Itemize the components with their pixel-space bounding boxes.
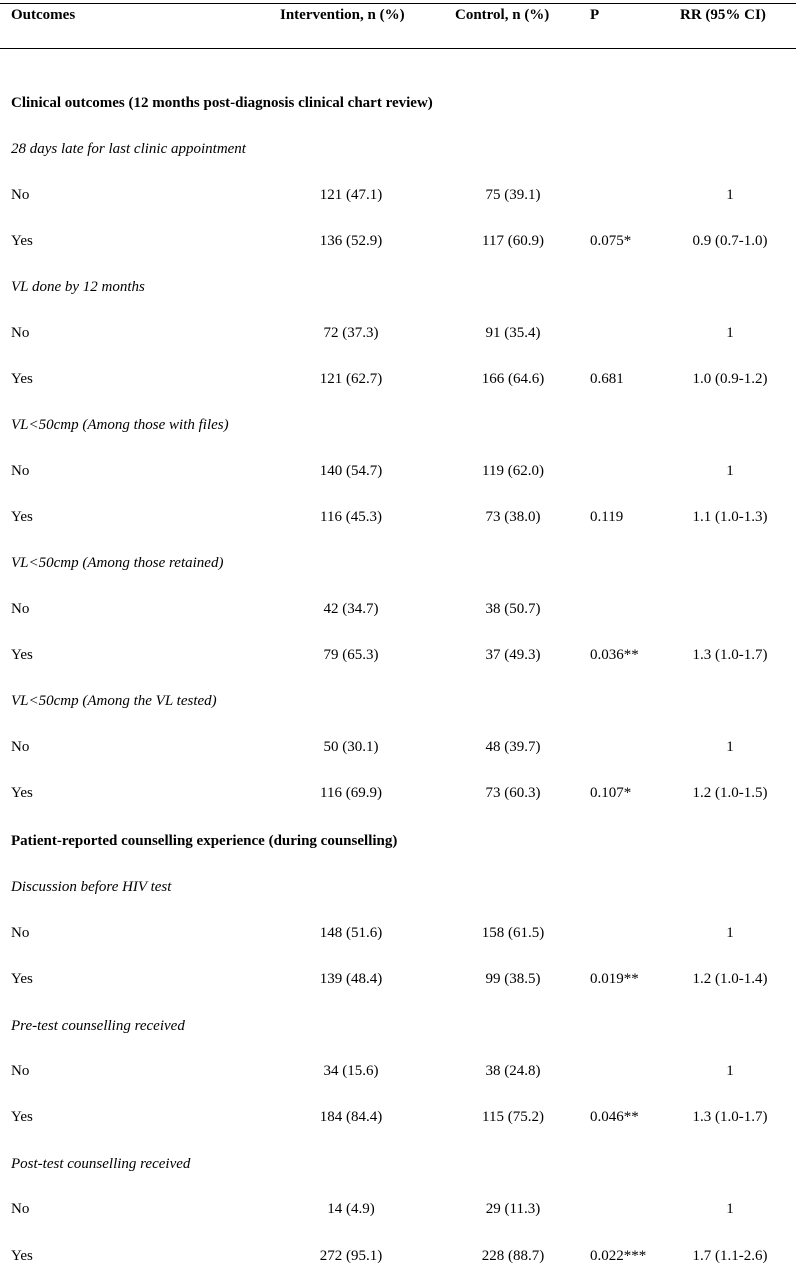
intervention-value: 121 (47.1) (319, 187, 383, 203)
table-row (0, 368, 796, 390)
row-label: No (11, 187, 30, 203)
table-row (0, 460, 796, 482)
intervention-value: 116 (45.3) (320, 509, 382, 525)
row-label: No (11, 1201, 30, 1217)
rr-value: 1.7 (1.1-2.6) (692, 1248, 768, 1264)
rr-value: 1.3 (1.0-1.7) (692, 647, 768, 663)
rr-value: 0.9 (0.7-1.0) (692, 233, 768, 249)
intervention-value: 184 (84.4) (319, 1109, 383, 1125)
control-value: 48 (39.7) (485, 739, 541, 755)
control-value: 75 (39.1) (485, 187, 541, 203)
control-value: 166 (64.6) (481, 371, 545, 387)
intervention-value: 14 (4.9) (327, 1201, 375, 1217)
control-value: 91 (35.4) (485, 325, 541, 341)
section-heading (0, 92, 796, 114)
row-label: Yes (11, 1109, 33, 1125)
rr-value: 1 (726, 1201, 734, 1217)
control-value: 228 (88.7) (481, 1248, 545, 1264)
subheading-row (0, 1015, 796, 1037)
header-intervention: Intervention, n (%) (280, 7, 405, 23)
table-row (0, 1245, 796, 1267)
row-label: Yes (11, 371, 33, 387)
table-row (0, 922, 796, 944)
p-value: 0.036** (590, 647, 639, 663)
rr-value: 1.1 (1.0-1.3) (692, 509, 768, 525)
table-row (0, 598, 796, 620)
table-row (0, 230, 796, 252)
row-label: No (11, 463, 30, 479)
subheading-row (0, 690, 796, 712)
row-label: No (11, 1063, 30, 1079)
rr-value: 1 (726, 1063, 734, 1079)
table-row (0, 1060, 796, 1082)
header-row (0, 4, 796, 26)
table-row (0, 1198, 796, 1220)
control-value: 73 (38.0) (485, 509, 541, 525)
rr-value: 1 (726, 187, 734, 203)
intervention-value: 116 (69.9) (320, 785, 382, 801)
section-heading-label: Clinical outcomes (12 months post-diagnosis clinical chart review) (11, 95, 433, 111)
rr-value: 1.0 (0.9-1.2) (692, 371, 768, 387)
row-label: No (11, 925, 30, 941)
rr-value: 1.3 (1.0-1.7) (692, 1109, 768, 1125)
subheading-label: VL<50cmp (Among those retained) (11, 555, 224, 571)
table-row (0, 1106, 796, 1128)
row-label: Yes (11, 647, 33, 663)
control-value: 119 (62.0) (482, 463, 544, 479)
control-value: 73 (60.3) (485, 785, 541, 801)
subheading-row (0, 414, 796, 436)
intervention-value: 148 (51.6) (319, 925, 383, 941)
p-value: 0.019** (590, 971, 639, 987)
row-label: No (11, 325, 30, 341)
header-control: Control, n (%) (455, 7, 550, 23)
intervention-value: 139 (48.4) (319, 971, 383, 987)
p-value: 0.022*** (590, 1248, 647, 1264)
header-p: P (590, 7, 600, 23)
intervention-value: 272 (95.1) (319, 1248, 383, 1264)
row-label: No (11, 601, 30, 617)
intervention-value: 50 (30.1) (323, 739, 379, 755)
subheading-label: VL<50cmp (Among the VL tested) (11, 693, 217, 709)
intervention-value: 72 (37.3) (323, 325, 379, 341)
subheading-label: 28 days late for last clinic appointment (11, 141, 246, 157)
rr-value: 1 (726, 739, 734, 755)
p-value: 0.075* (590, 233, 632, 249)
p-value: 0.107* (590, 785, 632, 801)
intervention-value: 34 (15.6) (323, 1063, 379, 1079)
header-rule (0, 48, 796, 49)
rr-value: 1.2 (1.0-1.4) (692, 971, 768, 987)
intervention-value: 79 (65.3) (323, 647, 379, 663)
subheading-label: Pre-test counselling received (11, 1018, 185, 1034)
header-rr: RR (95% CI) (680, 7, 766, 23)
table-row (0, 184, 796, 206)
subheading-label: VL<50cmp (Among those with files) (11, 417, 229, 433)
subheading-row (0, 1153, 796, 1175)
control-value: 38 (24.8) (485, 1063, 541, 1079)
table-row (0, 644, 796, 666)
p-value: 0.046** (590, 1109, 639, 1125)
subheading-label: Discussion before HIV test (11, 879, 172, 895)
rr-value: 1 (726, 925, 734, 941)
row-label: Yes (11, 233, 33, 249)
table-row (0, 322, 796, 344)
intervention-value: 121 (62.7) (319, 371, 383, 387)
table-row (0, 968, 796, 990)
rr-value: 1.2 (1.0-1.5) (692, 785, 768, 801)
intervention-value: 136 (52.9) (319, 233, 383, 249)
table-row (0, 506, 796, 528)
subheading-row (0, 276, 796, 298)
control-value: 99 (38.5) (485, 971, 541, 987)
subheading-row (0, 876, 796, 898)
control-value: 115 (75.2) (482, 1109, 544, 1125)
control-value: 38 (50.7) (485, 601, 541, 617)
row-label: Yes (11, 1248, 33, 1264)
intervention-value: 140 (54.7) (319, 463, 383, 479)
subheading-row (0, 552, 796, 574)
row-label: Yes (11, 971, 33, 987)
control-value: 29 (11.3) (485, 1201, 541, 1217)
header-outcomes: Outcomes (11, 7, 76, 23)
table-row (0, 782, 796, 804)
control-value: 37 (49.3) (485, 647, 541, 663)
rr-value: 1 (726, 325, 734, 341)
row-label: Yes (11, 509, 33, 525)
rr-value (674, 598, 786, 620)
table-row (0, 736, 796, 758)
rr-value: 1 (726, 463, 734, 479)
p-value: 0.119 (590, 509, 624, 525)
intervention-value: 42 (34.7) (323, 601, 379, 617)
control-value: 117 (60.9) (482, 233, 544, 249)
subheading-label: VL done by 12 months (11, 279, 145, 295)
subheading-label: Post-test counselling received (11, 1156, 191, 1172)
subheading-row (0, 138, 796, 160)
row-label: No (11, 739, 30, 755)
row-label: Yes (11, 785, 33, 801)
control-value: 158 (61.5) (481, 925, 545, 941)
p-value: 0.681 (590, 371, 624, 387)
section-heading-label: Patient-reported counselling experience (during counselling) (11, 833, 398, 849)
section-heading (0, 830, 796, 852)
